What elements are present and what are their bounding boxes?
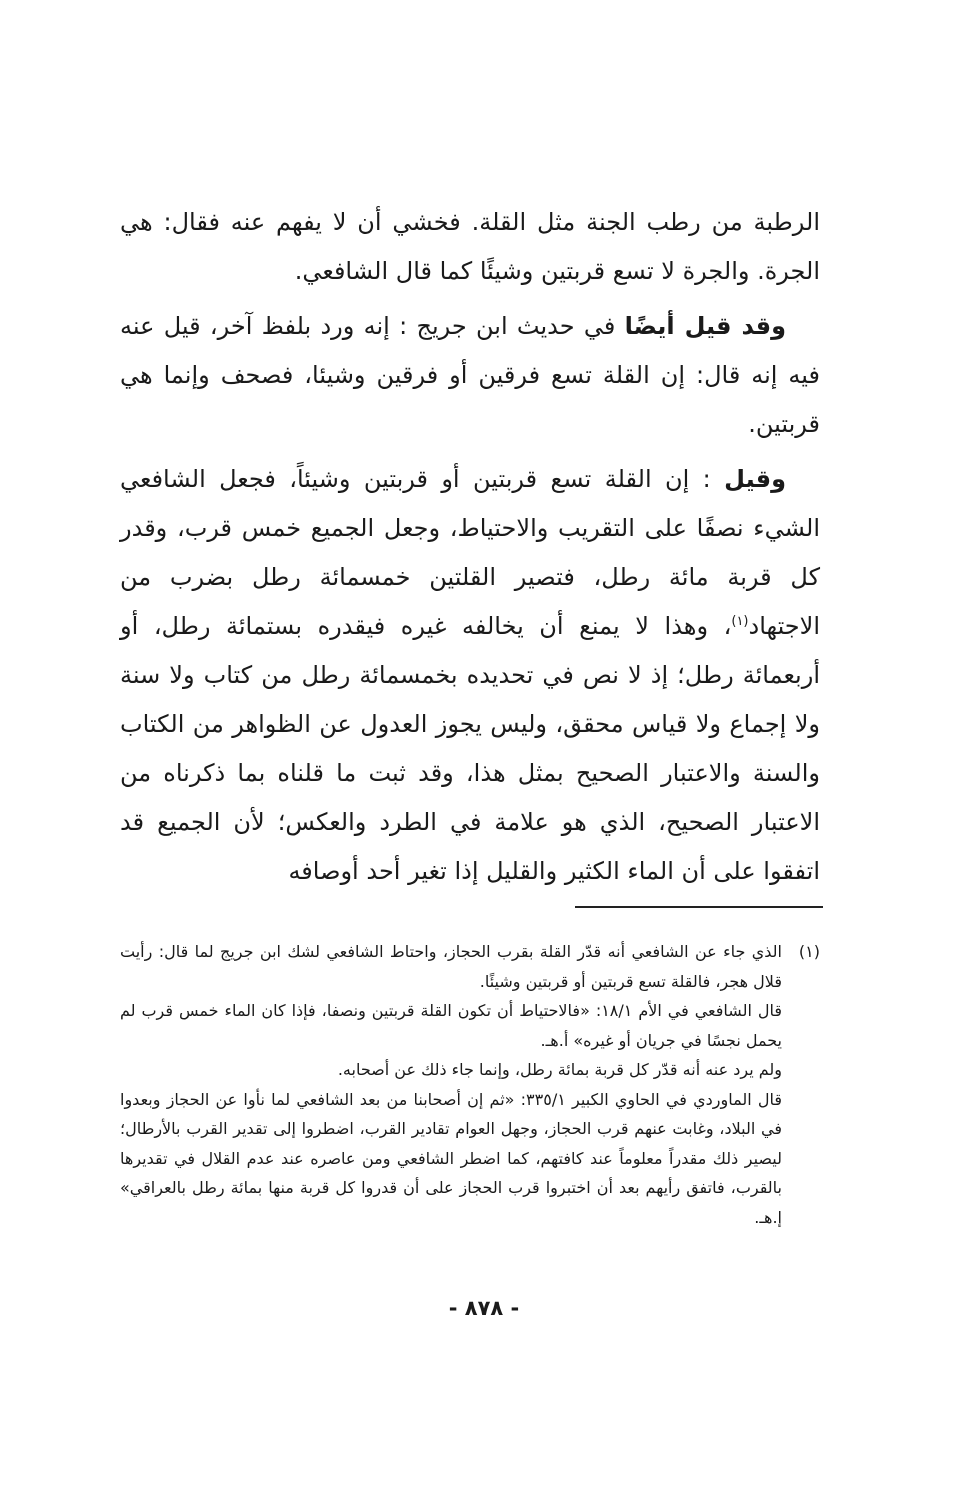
footnote-reference-mark: (١) <box>731 614 749 629</box>
page-number: - ٨٧٨ - <box>448 1296 520 1320</box>
footnote-1 <box>120 937 820 1232</box>
main-body-text <box>120 198 820 902</box>
footnote-line: قال الماوردي في الحاوي الكبير ٣٣٥/١: «ثم إن أصحابنا من بعد الشافعي لما نأوا عن الحجاز وبعدوا في البلاد، وغابت عنهم قرب الحجاز، وجهل العوام تقادير القرب، اضطروا إلى تقدير القرب بالأرطال؛ ليصير ذلك مقدراً معلوماً عند كافتهم، كما اضطر الشافعي ومن عاصره عند عدم القلال في تقديرها بالقرب، فاتفق رأيهم بعد أن اختبروا قرب الحجاز على أن قدروا كل قربة منها بمائة رطل بالعراقي» إ.هـ. <box>120 1089 782 1227</box>
paragraph-3-text-b: ، وهذا لا يمنع أن يخالفه غيره فيقدره بستمائة رطل، أو أربعمائة رطل؛ إذ لا نص في تحديده بخمسمائة رطل من كتاب ولا سنة ولا إجماع ولا قياس محقق، وليس يجوز العدول عن الظواهر من الكتاب والسنة والاعتبار الصحيح بمثل هذا، وقد ثبت ما قلناه بما ذكرناه من الاعتبار الصحيح، الذي هو علامة في الطرد والعكس؛ لأن الجميع قد اتفقوا على أن الماء الكثير والقليل إذا تغير أحد أوصافه <box>120 612 820 885</box>
footnote-line: قال الشافعي في الأم ١٨/١: «فالاحتياط أن تكون القلة قربتين ونصفا، فإذا كان الماء خمس قرب لم يحمل نجسًا في جريان أو غيره» أ.هـ. <box>120 1001 782 1050</box>
paragraph-2-lead: وقد قيل أيضًا <box>624 312 787 340</box>
footnote-1-body <box>120 937 782 1232</box>
footnotes-section <box>120 937 820 1232</box>
footnote-line: ولم يرد عنه أنه قدّر كل قربة بمائة رطل، وإنما جاء ذلك عن أصحابه. <box>337 1060 782 1079</box>
paragraph-3-text-a: : إن القلة تسع قربتين أو قربتين وشيئاً، فجعل الشافعي الشيء نصفًا على التقريب والاحتياط، وجعل الجميع خمس قرب، وقدر كل قربة مائة رطل، فتصير القلتين خمسمائة رطل بضرب من الاجتهاد <box>120 465 820 640</box>
paragraph-3-lead: وقيل <box>724 465 786 493</box>
paragraph-2 <box>120 302 820 449</box>
paragraph-3 <box>120 455 820 896</box>
footnote-1-number: (١) <box>798 942 820 961</box>
paragraph-1-text: الرطبة من رطب الجنة مثل القلة. فخشي أن لا يفهم عنه فقال: هي الجرة. والجرة لا تسع قربتين وشيئًا كما قال الشافعي. <box>120 208 820 285</box>
footnote-line: الذي جاء عن الشافعي أنه قدّر القلة بقرب الحجاز، واحتاط الشافعي لشك ابن جريج لما قال: رأيت قلال هجر، فالقلة تسع قربتين أو قربتين وشيئًا. <box>120 942 782 991</box>
paragraph-2-text: في حديث ابن جريج : إنه ورد بلفظ آخر، قيل عنه فيه إنه قال: إن القلة تسع فرقين أو فرقين وشيئا، فصحف وإنما هي قربتين. <box>120 312 820 438</box>
paragraph-1 <box>120 198 820 296</box>
footnote-separator-rule <box>575 906 823 908</box>
